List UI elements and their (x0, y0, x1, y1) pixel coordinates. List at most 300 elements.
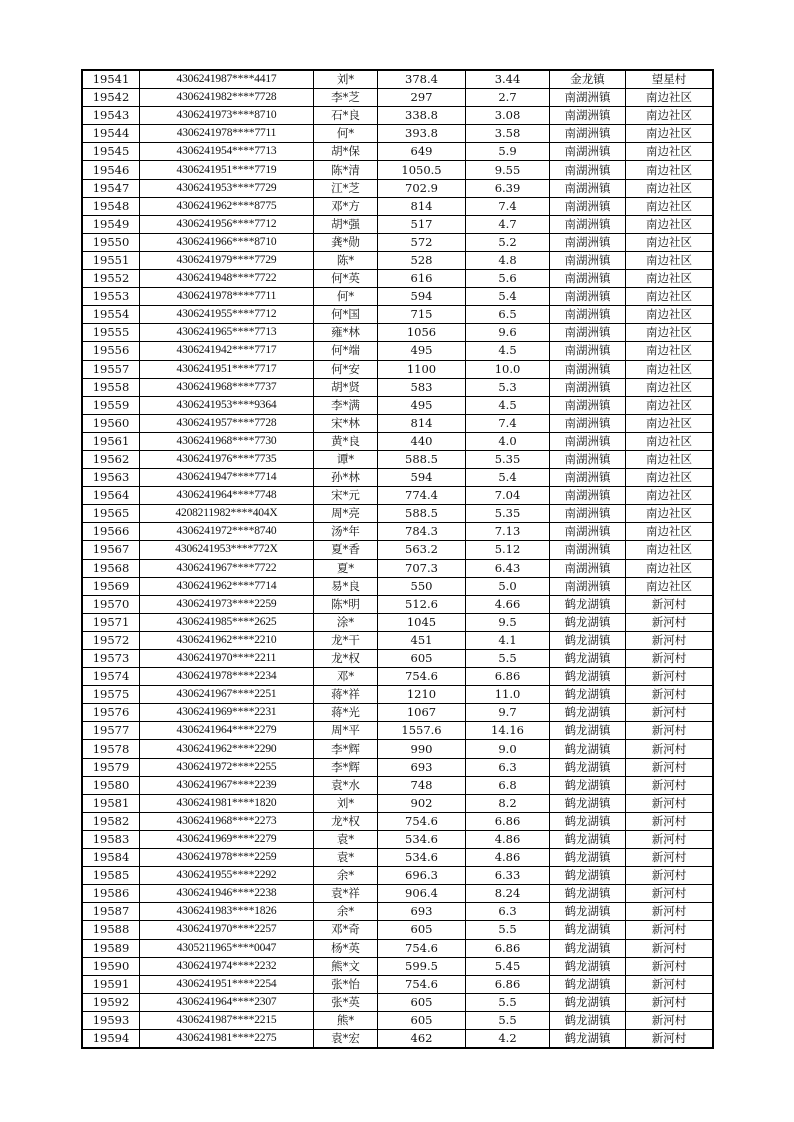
cell-seq: 19591 (83, 975, 140, 993)
cell-name: 龙*权 (314, 812, 378, 830)
cell-id-number: 4306241955****7712 (140, 306, 314, 324)
cell-town: 鹤龙湖镇 (550, 903, 626, 921)
cell-amount: 1210 (378, 686, 466, 704)
cell-id-number: 4306241978****7711 (140, 288, 314, 306)
cell-name: 宋*林 (314, 414, 378, 432)
table-row (83, 830, 713, 848)
cell-village: 南边社区 (626, 342, 713, 360)
cell-town: 鹤龙湖镇 (550, 830, 626, 848)
cell-village: 南边社区 (626, 577, 713, 595)
cell-quantity: 5.0 (466, 577, 550, 595)
cell-quantity: 2.7 (466, 89, 550, 107)
table-row (83, 867, 713, 885)
cell-town: 南湖洲镇 (550, 541, 626, 559)
cell-amount: 572 (378, 233, 466, 251)
cell-seq: 19564 (83, 487, 140, 505)
cell-id-number: 4306241956****7712 (140, 215, 314, 233)
cell-id-number: 4306241969****2279 (140, 830, 314, 848)
cell-amount: 754.6 (378, 939, 466, 957)
cell-amount: 512.6 (378, 595, 466, 613)
cell-village: 南边社区 (626, 523, 713, 541)
cell-village: 南边社区 (626, 197, 713, 215)
cell-seq: 19548 (83, 197, 140, 215)
cell-quantity: 9.6 (466, 324, 550, 342)
cell-town: 南湖洲镇 (550, 215, 626, 233)
cell-id-number: 4306241966****8710 (140, 233, 314, 251)
cell-id-number: 4306241978****2234 (140, 668, 314, 686)
table-row (83, 849, 713, 867)
cell-amount: 297 (378, 89, 466, 107)
cell-seq: 19585 (83, 867, 140, 885)
cell-village: 南边社区 (626, 233, 713, 251)
cell-id-number: 4306241976****7735 (140, 450, 314, 468)
cell-seq: 19552 (83, 270, 140, 288)
table-row (83, 975, 713, 993)
cell-id-number: 4306241964****2279 (140, 722, 314, 740)
cell-quantity: 5.5 (466, 921, 550, 939)
cell-name: 何* (314, 288, 378, 306)
cell-amount: 754.6 (378, 812, 466, 830)
cell-seq: 19574 (83, 668, 140, 686)
cell-name: 龚*勋 (314, 233, 378, 251)
cell-village: 南边社区 (626, 288, 713, 306)
cell-quantity: 5.3 (466, 378, 550, 396)
cell-amount: 1100 (378, 360, 466, 378)
cell-village: 新河村 (626, 812, 713, 830)
cell-name: 邓* (314, 668, 378, 686)
table-row (83, 251, 713, 269)
table-row (83, 740, 713, 758)
cell-id-number: 4306241981****1820 (140, 794, 314, 812)
cell-amount: 495 (378, 342, 466, 360)
cell-id-number: 4306241972****8740 (140, 523, 314, 541)
cell-name: 陈*清 (314, 161, 378, 179)
table-row (83, 613, 713, 631)
cell-id-number: 4306241968****7737 (140, 378, 314, 396)
table-row (83, 161, 713, 179)
table-row (83, 650, 713, 668)
table-row (83, 993, 713, 1011)
cell-town: 鹤龙湖镇 (550, 704, 626, 722)
cell-village: 新河村 (626, 921, 713, 939)
table-row (83, 577, 713, 595)
cell-quantity: 3.08 (466, 107, 550, 125)
cell-amount: 754.6 (378, 668, 466, 686)
cell-quantity: 6.43 (466, 559, 550, 577)
cell-amount: 378.4 (378, 71, 466, 89)
cell-amount: 616 (378, 270, 466, 288)
table-row (83, 1011, 713, 1029)
cell-name: 余* (314, 903, 378, 921)
cell-seq: 19566 (83, 523, 140, 541)
cell-town: 南湖洲镇 (550, 107, 626, 125)
cell-amount: 599.5 (378, 957, 466, 975)
cell-village: 南边社区 (626, 487, 713, 505)
cell-town: 鹤龙湖镇 (550, 668, 626, 686)
cell-seq: 19575 (83, 686, 140, 704)
data-table (82, 70, 713, 1048)
cell-quantity: 5.12 (466, 541, 550, 559)
cell-village: 新河村 (626, 686, 713, 704)
cell-village: 新河村 (626, 758, 713, 776)
cell-town: 南湖洲镇 (550, 89, 626, 107)
cell-town: 鹤龙湖镇 (550, 939, 626, 957)
cell-village: 新河村 (626, 830, 713, 848)
cell-quantity: 6.33 (466, 867, 550, 885)
cell-village: 新河村 (626, 993, 713, 1011)
cell-id-number: 4306241967****2251 (140, 686, 314, 704)
cell-id-number: 4306241981****2275 (140, 1029, 314, 1047)
cell-name: 袁*宏 (314, 1029, 378, 1047)
table-row (83, 722, 713, 740)
cell-village: 南边社区 (626, 378, 713, 396)
cell-amount: 440 (378, 432, 466, 450)
cell-town: 南湖洲镇 (550, 270, 626, 288)
cell-amount: 707.3 (378, 559, 466, 577)
cell-quantity: 5.5 (466, 993, 550, 1011)
cell-id-number: 4306241955****2292 (140, 867, 314, 885)
cell-quantity: 5.4 (466, 469, 550, 487)
cell-village: 南边社区 (626, 469, 713, 487)
cell-village: 南边社区 (626, 559, 713, 577)
cell-seq: 19577 (83, 722, 140, 740)
cell-village: 南边社区 (626, 306, 713, 324)
cell-name: 熊*文 (314, 957, 378, 975)
cell-name: 袁* (314, 830, 378, 848)
cell-name: 蒋*祥 (314, 686, 378, 704)
cell-id-number: 4306241953****7729 (140, 179, 314, 197)
cell-amount: 563.2 (378, 541, 466, 559)
cell-id-number: 4306241978****7711 (140, 125, 314, 143)
cell-seq: 19583 (83, 830, 140, 848)
cell-amount: 649 (378, 143, 466, 161)
cell-name: 孙*林 (314, 469, 378, 487)
cell-name: 袁* (314, 849, 378, 867)
table-row (83, 179, 713, 197)
cell-name: 李*辉 (314, 740, 378, 758)
cell-village: 南边社区 (626, 414, 713, 432)
cell-town: 南湖洲镇 (550, 288, 626, 306)
cell-id-number: 4306241987****2215 (140, 1011, 314, 1029)
table-row (83, 432, 713, 450)
cell-village: 新河村 (626, 650, 713, 668)
cell-village: 新河村 (626, 776, 713, 794)
table-row (83, 957, 713, 975)
table-row (83, 505, 713, 523)
cell-village: 南边社区 (626, 215, 713, 233)
cell-town: 南湖洲镇 (550, 125, 626, 143)
cell-name: 李*满 (314, 396, 378, 414)
cell-quantity: 7.4 (466, 414, 550, 432)
cell-seq: 19562 (83, 450, 140, 468)
cell-name: 胡*贤 (314, 378, 378, 396)
cell-town: 南湖洲镇 (550, 577, 626, 595)
cell-town: 鹤龙湖镇 (550, 849, 626, 867)
table-row (83, 288, 713, 306)
cell-amount: 1056 (378, 324, 466, 342)
cell-amount: 605 (378, 921, 466, 939)
cell-id-number: 4306241951****7717 (140, 360, 314, 378)
cell-amount: 588.5 (378, 505, 466, 523)
cell-village: 新河村 (626, 903, 713, 921)
cell-name: 何* (314, 125, 378, 143)
cell-id-number: 4306241962****7714 (140, 577, 314, 595)
cell-amount: 774.4 (378, 487, 466, 505)
cell-name: 李*芝 (314, 89, 378, 107)
cell-quantity: 5.4 (466, 288, 550, 306)
cell-amount: 693 (378, 758, 466, 776)
cell-name: 何*国 (314, 306, 378, 324)
cell-name: 周*平 (314, 722, 378, 740)
cell-village: 新河村 (626, 957, 713, 975)
cell-quantity: 5.5 (466, 1011, 550, 1029)
table-row (83, 143, 713, 161)
cell-id-number: 4306241951****2254 (140, 975, 314, 993)
cell-name: 杨*英 (314, 939, 378, 957)
table-row (83, 233, 713, 251)
cell-quantity: 3.44 (466, 71, 550, 89)
cell-seq: 19542 (83, 89, 140, 107)
cell-village: 南边社区 (626, 450, 713, 468)
cell-seq: 19582 (83, 812, 140, 830)
cell-town: 鹤龙湖镇 (550, 921, 626, 939)
cell-town: 鹤龙湖镇 (550, 740, 626, 758)
cell-amount: 594 (378, 469, 466, 487)
cell-id-number: 4306241973****8710 (140, 107, 314, 125)
cell-name: 胡*强 (314, 215, 378, 233)
cell-id-number: 4306241962****2210 (140, 631, 314, 649)
cell-seq: 19547 (83, 179, 140, 197)
cell-id-number: 4306241962****2290 (140, 740, 314, 758)
cell-quantity: 5.6 (466, 270, 550, 288)
cell-name: 胡*保 (314, 143, 378, 161)
cell-town: 南湖洲镇 (550, 161, 626, 179)
cell-seq: 19592 (83, 993, 140, 1011)
table-row (83, 668, 713, 686)
cell-amount: 814 (378, 197, 466, 215)
cell-amount: 462 (378, 1029, 466, 1047)
table-row (83, 71, 713, 89)
cell-town: 南湖洲镇 (550, 432, 626, 450)
cell-id-number: 4306241962****8775 (140, 197, 314, 215)
cell-village: 新河村 (626, 849, 713, 867)
cell-quantity: 9.0 (466, 740, 550, 758)
cell-name: 何*英 (314, 270, 378, 288)
cell-seq: 19549 (83, 215, 140, 233)
cell-name: 袁*水 (314, 776, 378, 794)
cell-town: 南湖洲镇 (550, 251, 626, 269)
table-body (83, 71, 713, 1048)
cell-seq: 19571 (83, 613, 140, 631)
cell-village: 南边社区 (626, 161, 713, 179)
cell-quantity: 6.86 (466, 975, 550, 993)
cell-quantity: 4.1 (466, 631, 550, 649)
cell-seq: 19588 (83, 921, 140, 939)
cell-village: 南边社区 (626, 541, 713, 559)
cell-id-number: 4306241953****9364 (140, 396, 314, 414)
cell-quantity: 5.2 (466, 233, 550, 251)
cell-amount: 605 (378, 993, 466, 1011)
table-row (83, 125, 713, 143)
table-row (83, 414, 713, 432)
cell-id-number: 4306241968****2273 (140, 812, 314, 830)
cell-id-number: 4306241978****2259 (140, 849, 314, 867)
cell-town: 鹤龙湖镇 (550, 1011, 626, 1029)
cell-quantity: 4.5 (466, 342, 550, 360)
cell-id-number: 4306241946****2238 (140, 885, 314, 903)
cell-village: 新河村 (626, 668, 713, 686)
table-row (83, 324, 713, 342)
cell-town: 南湖洲镇 (550, 469, 626, 487)
cell-seq: 19555 (83, 324, 140, 342)
cell-quantity: 8.2 (466, 794, 550, 812)
cell-name: 刘* (314, 71, 378, 89)
cell-quantity: 5.35 (466, 505, 550, 523)
cell-name: 何*安 (314, 360, 378, 378)
cell-village: 新河村 (626, 631, 713, 649)
cell-seq: 19553 (83, 288, 140, 306)
table-row (83, 107, 713, 125)
cell-seq: 19560 (83, 414, 140, 432)
cell-id-number: 4306241974****2232 (140, 957, 314, 975)
table-row (83, 306, 713, 324)
cell-amount: 902 (378, 794, 466, 812)
cell-seq: 19593 (83, 1011, 140, 1029)
table-row (83, 885, 713, 903)
cell-quantity: 9.7 (466, 704, 550, 722)
cell-seq: 19580 (83, 776, 140, 794)
cell-town: 鹤龙湖镇 (550, 957, 626, 975)
cell-quantity: 3.58 (466, 125, 550, 143)
cell-quantity: 5.35 (466, 450, 550, 468)
cell-id-number: 4306241983****1826 (140, 903, 314, 921)
cell-name: 邓*方 (314, 197, 378, 215)
table-row (83, 776, 713, 794)
table-row (83, 631, 713, 649)
cell-name: 夏* (314, 559, 378, 577)
cell-id-number: 4306241970****2257 (140, 921, 314, 939)
cell-seq: 19543 (83, 107, 140, 125)
cell-id-number: 4305211965****0047 (140, 939, 314, 957)
cell-village: 新河村 (626, 1011, 713, 1029)
cell-amount: 715 (378, 306, 466, 324)
cell-name: 余* (314, 867, 378, 885)
cell-village: 南边社区 (626, 432, 713, 450)
cell-village: 新河村 (626, 975, 713, 993)
cell-village: 新河村 (626, 595, 713, 613)
cell-id-number: 4208211982****404X (140, 505, 314, 523)
table-row (83, 939, 713, 957)
cell-town: 南湖洲镇 (550, 505, 626, 523)
table-row (83, 686, 713, 704)
cell-village: 南边社区 (626, 270, 713, 288)
cell-id-number: 4306241969****2231 (140, 704, 314, 722)
cell-seq: 19563 (83, 469, 140, 487)
cell-seq: 19589 (83, 939, 140, 957)
cell-quantity: 6.86 (466, 668, 550, 686)
cell-town: 鹤龙湖镇 (550, 812, 626, 830)
cell-name: 陈* (314, 251, 378, 269)
cell-seq: 19567 (83, 541, 140, 559)
cell-name: 张*英 (314, 993, 378, 1011)
cell-name: 周*亮 (314, 505, 378, 523)
cell-amount: 451 (378, 631, 466, 649)
cell-id-number: 4306241972****2255 (140, 758, 314, 776)
cell-amount: 534.6 (378, 830, 466, 848)
cell-seq: 19554 (83, 306, 140, 324)
table-row (83, 89, 713, 107)
cell-village: 新河村 (626, 885, 713, 903)
cell-amount: 748 (378, 776, 466, 794)
cell-quantity: 6.3 (466, 758, 550, 776)
cell-town: 南湖洲镇 (550, 360, 626, 378)
cell-seq: 19590 (83, 957, 140, 975)
cell-id-number: 4306241947****7714 (140, 469, 314, 487)
cell-amount: 588.5 (378, 450, 466, 468)
table-row (83, 487, 713, 505)
cell-quantity: 4.0 (466, 432, 550, 450)
cell-seq: 19576 (83, 704, 140, 722)
cell-town: 鹤龙湖镇 (550, 885, 626, 903)
cell-town: 鹤龙湖镇 (550, 595, 626, 613)
cell-name: 蒋*光 (314, 704, 378, 722)
cell-quantity: 4.86 (466, 830, 550, 848)
cell-amount: 1557.6 (378, 722, 466, 740)
cell-id-number: 4306241985****2625 (140, 613, 314, 631)
cell-town: 南湖洲镇 (550, 396, 626, 414)
cell-quantity: 9.5 (466, 613, 550, 631)
cell-town: 鹤龙湖镇 (550, 650, 626, 668)
cell-name: 何*端 (314, 342, 378, 360)
cell-id-number: 4306241957****7728 (140, 414, 314, 432)
cell-seq: 19586 (83, 885, 140, 903)
cell-seq: 19559 (83, 396, 140, 414)
table-row (83, 396, 713, 414)
cell-amount: 1045 (378, 613, 466, 631)
table-row (83, 197, 713, 215)
cell-seq: 19565 (83, 505, 140, 523)
cell-name: 黄*良 (314, 432, 378, 450)
cell-amount: 528 (378, 251, 466, 269)
table-row (83, 523, 713, 541)
cell-seq: 19557 (83, 360, 140, 378)
cell-amount: 605 (378, 650, 466, 668)
cell-town: 南湖洲镇 (550, 342, 626, 360)
cell-name: 谭* (314, 450, 378, 468)
cell-town: 南湖洲镇 (550, 414, 626, 432)
cell-town: 鹤龙湖镇 (550, 631, 626, 649)
cell-town: 南湖洲镇 (550, 378, 626, 396)
cell-town: 南湖洲镇 (550, 487, 626, 505)
table-row (83, 921, 713, 939)
cell-seq: 19558 (83, 378, 140, 396)
cell-name: 张*怡 (314, 975, 378, 993)
table-row (83, 450, 713, 468)
table-row (83, 559, 713, 577)
cell-quantity: 6.86 (466, 812, 550, 830)
cell-name: 刘* (314, 794, 378, 812)
table-row (83, 903, 713, 921)
table-row (83, 1029, 713, 1047)
cell-name: 龙*干 (314, 631, 378, 649)
cell-town: 鹤龙湖镇 (550, 794, 626, 812)
cell-town: 鹤龙湖镇 (550, 1029, 626, 1047)
cell-seq: 19594 (83, 1029, 140, 1047)
cell-amount: 495 (378, 396, 466, 414)
cell-id-number: 4306241948****7722 (140, 270, 314, 288)
cell-town: 南湖洲镇 (550, 324, 626, 342)
cell-town: 鹤龙湖镇 (550, 613, 626, 631)
